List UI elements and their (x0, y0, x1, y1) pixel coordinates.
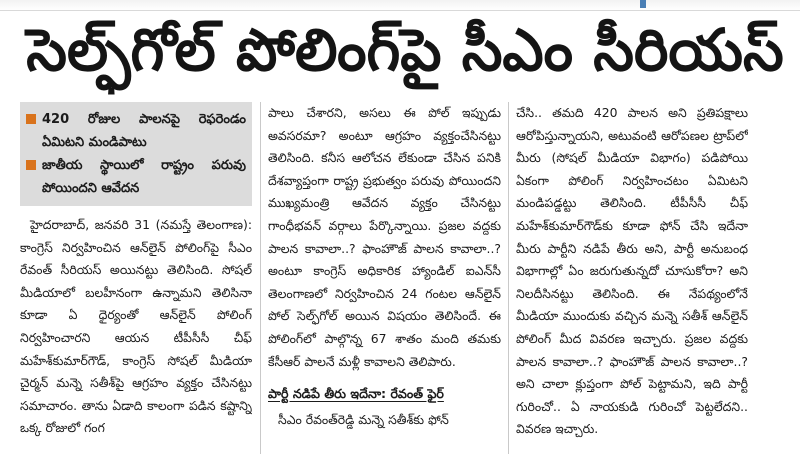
article-paragraph: పాలు చేశారని, అసలు ఈ పోల్ ఇప్పుడు అవసరమా? అంటూ ఆగ్రహం వ్యక్తంచేసినట్టు తెలిసింది. కనీస ఆలోచన లేకుండా చేసిన పనికి దేశవ్యాప్తంగా రాష్ట్ర ప్రభుత్వం పరువు పోయిందని ముఖ్యమంత్రి ఆవేదన వ్యక్తం చేసినట్టు గాంధీభవన్ వర్గాలు పేర్కొన్నాయి. ప్రజల వద్దకు పాలన కావాలా..? ఫాంహౌజ్ పాలన కావాలా..? అంటూ కాంగ్రెస్ అధికారిక హ్యాండిల్ ఐఎన్‌సీ తెలంగాణలో నిర్వహించిన 24 గంటల ఆన్‌లైన్ పోల్ సెల్ఫ్‌గోల్ అయిన విషయం తెలిసిందే. ఈ పోలింగ్‌లో పాల్గొన్న 67 శాతం మంది తమకు కేసీఆర్ పాలనే మళ్లీ కావాలని తెలిపారు. (268, 105, 501, 369)
square-bullet-icon (26, 160, 36, 170)
article-subheading: పార్టీ నడిపే తీరు ఇదేనా: రేవంత్ ఫైర్ (268, 386, 444, 402)
column-divider (508, 102, 509, 454)
column-divider (260, 102, 261, 454)
highlights-box (20, 102, 252, 206)
article-paragraph: సీఎం రేవంత్‌రెడ్డి మన్నె సతీశ్‌కు ఫోన్ (278, 412, 449, 428)
headline: సెల్ఫ్‌గోల్ పోలింగ్‌పై సీఎం సీరియస్ (26, 16, 784, 84)
top-accent-mark (640, 0, 646, 8)
top-strip (0, 0, 800, 11)
article-column-2 (268, 102, 501, 454)
highlight-item (26, 154, 246, 200)
square-bullet-icon (26, 114, 36, 124)
article-paragraph: చేసి.. తమది 420 పాలన అని ప్రతిపక్షాలు ఆరోపిస్తున్నాయని, అటువంటి ఆరోపణల ట్రాప్‌లో మీరు (సోషల్ మీడియా విభాగం) పడిపోయి ఏకంగా పోలింగ్ నిర్వహించటం ఏమిటని మండిపడ్డట్టు తెలిసింది. టీపీసీసీ చీఫ్ మహేశ్‌కుమార్‌గౌడ్‌కు కూడా ఫోన్ చేసి ఇదేనా మీరు పార్టీని నడిపే తీరు అని, పార్టీ అనుబంధ విభాగాల్లో ఏం జరుగుతున్నదో చూసుకోరా? అని నిలదీసినట్టు తెలిసింది. ఈ నేపథ్యంలోనే మీడియా ముందుకు వచ్చిన మన్నె సతీశ్ ఆన్‌లైన్ పోలింగ్ మీద వివరణ ఇచ్చారు. ప్రజల వద్దకు పాలన కావాలా..? ఫాంహౌజ్ పాలన కావాలా..? అని చాలా క్లుప్తంగా పోల్ పెట్టామని, ఇది పార్టీ గురించో.. ఏ నాయకుడి గురించో పెట్టలేదని.. వివరణ ఇచ్చారు. (516, 105, 748, 437)
article-paragraph: హైదరాబాద్, జనవరి 31 (నమస్తే తెలంగాణ): కాంగ్రెస్ నిర్వహించిన ఆన్‌లైన్ పోలింగ్‌పై సీఎం రేవంత్ సీరియస్ అయినట్టు తెలిసింది. సోషల్ మీడియాలో బలహీనంగా ఉన్నామని తెలిసినా కూడా ఏ ధైర్యంతో ఆన్‌లైన్ పోలింగ్ నిర్వహించారని ఆయన టీపీసీసీ చీఫ్ మహేశ్‌కుమార్‌గౌడ్, కాంగ్రెస్ సోషల్ మీడియా చైర్మన్ మన్నె సతీశ్‌పై ఆగ్రహం వ్యక్తం చేసినట్టు సమాచారం. తాను ఏడాది కాలంగా పడిన కష్టాన్ని ఒక్క రోజులో గంగ (20, 217, 252, 436)
highlight-text: జాతీయ స్థాయిలో రాష్ట్రం పరువు పోయిందని ఆవేదన (42, 158, 246, 196)
article-column-3 (516, 102, 748, 454)
highlight-text: 420 రోజుల పాలనపై రెఫరెండం ఏమిటని మండిపాటు (42, 112, 246, 150)
article-column-1 (20, 102, 252, 454)
highlight-item (26, 108, 246, 154)
